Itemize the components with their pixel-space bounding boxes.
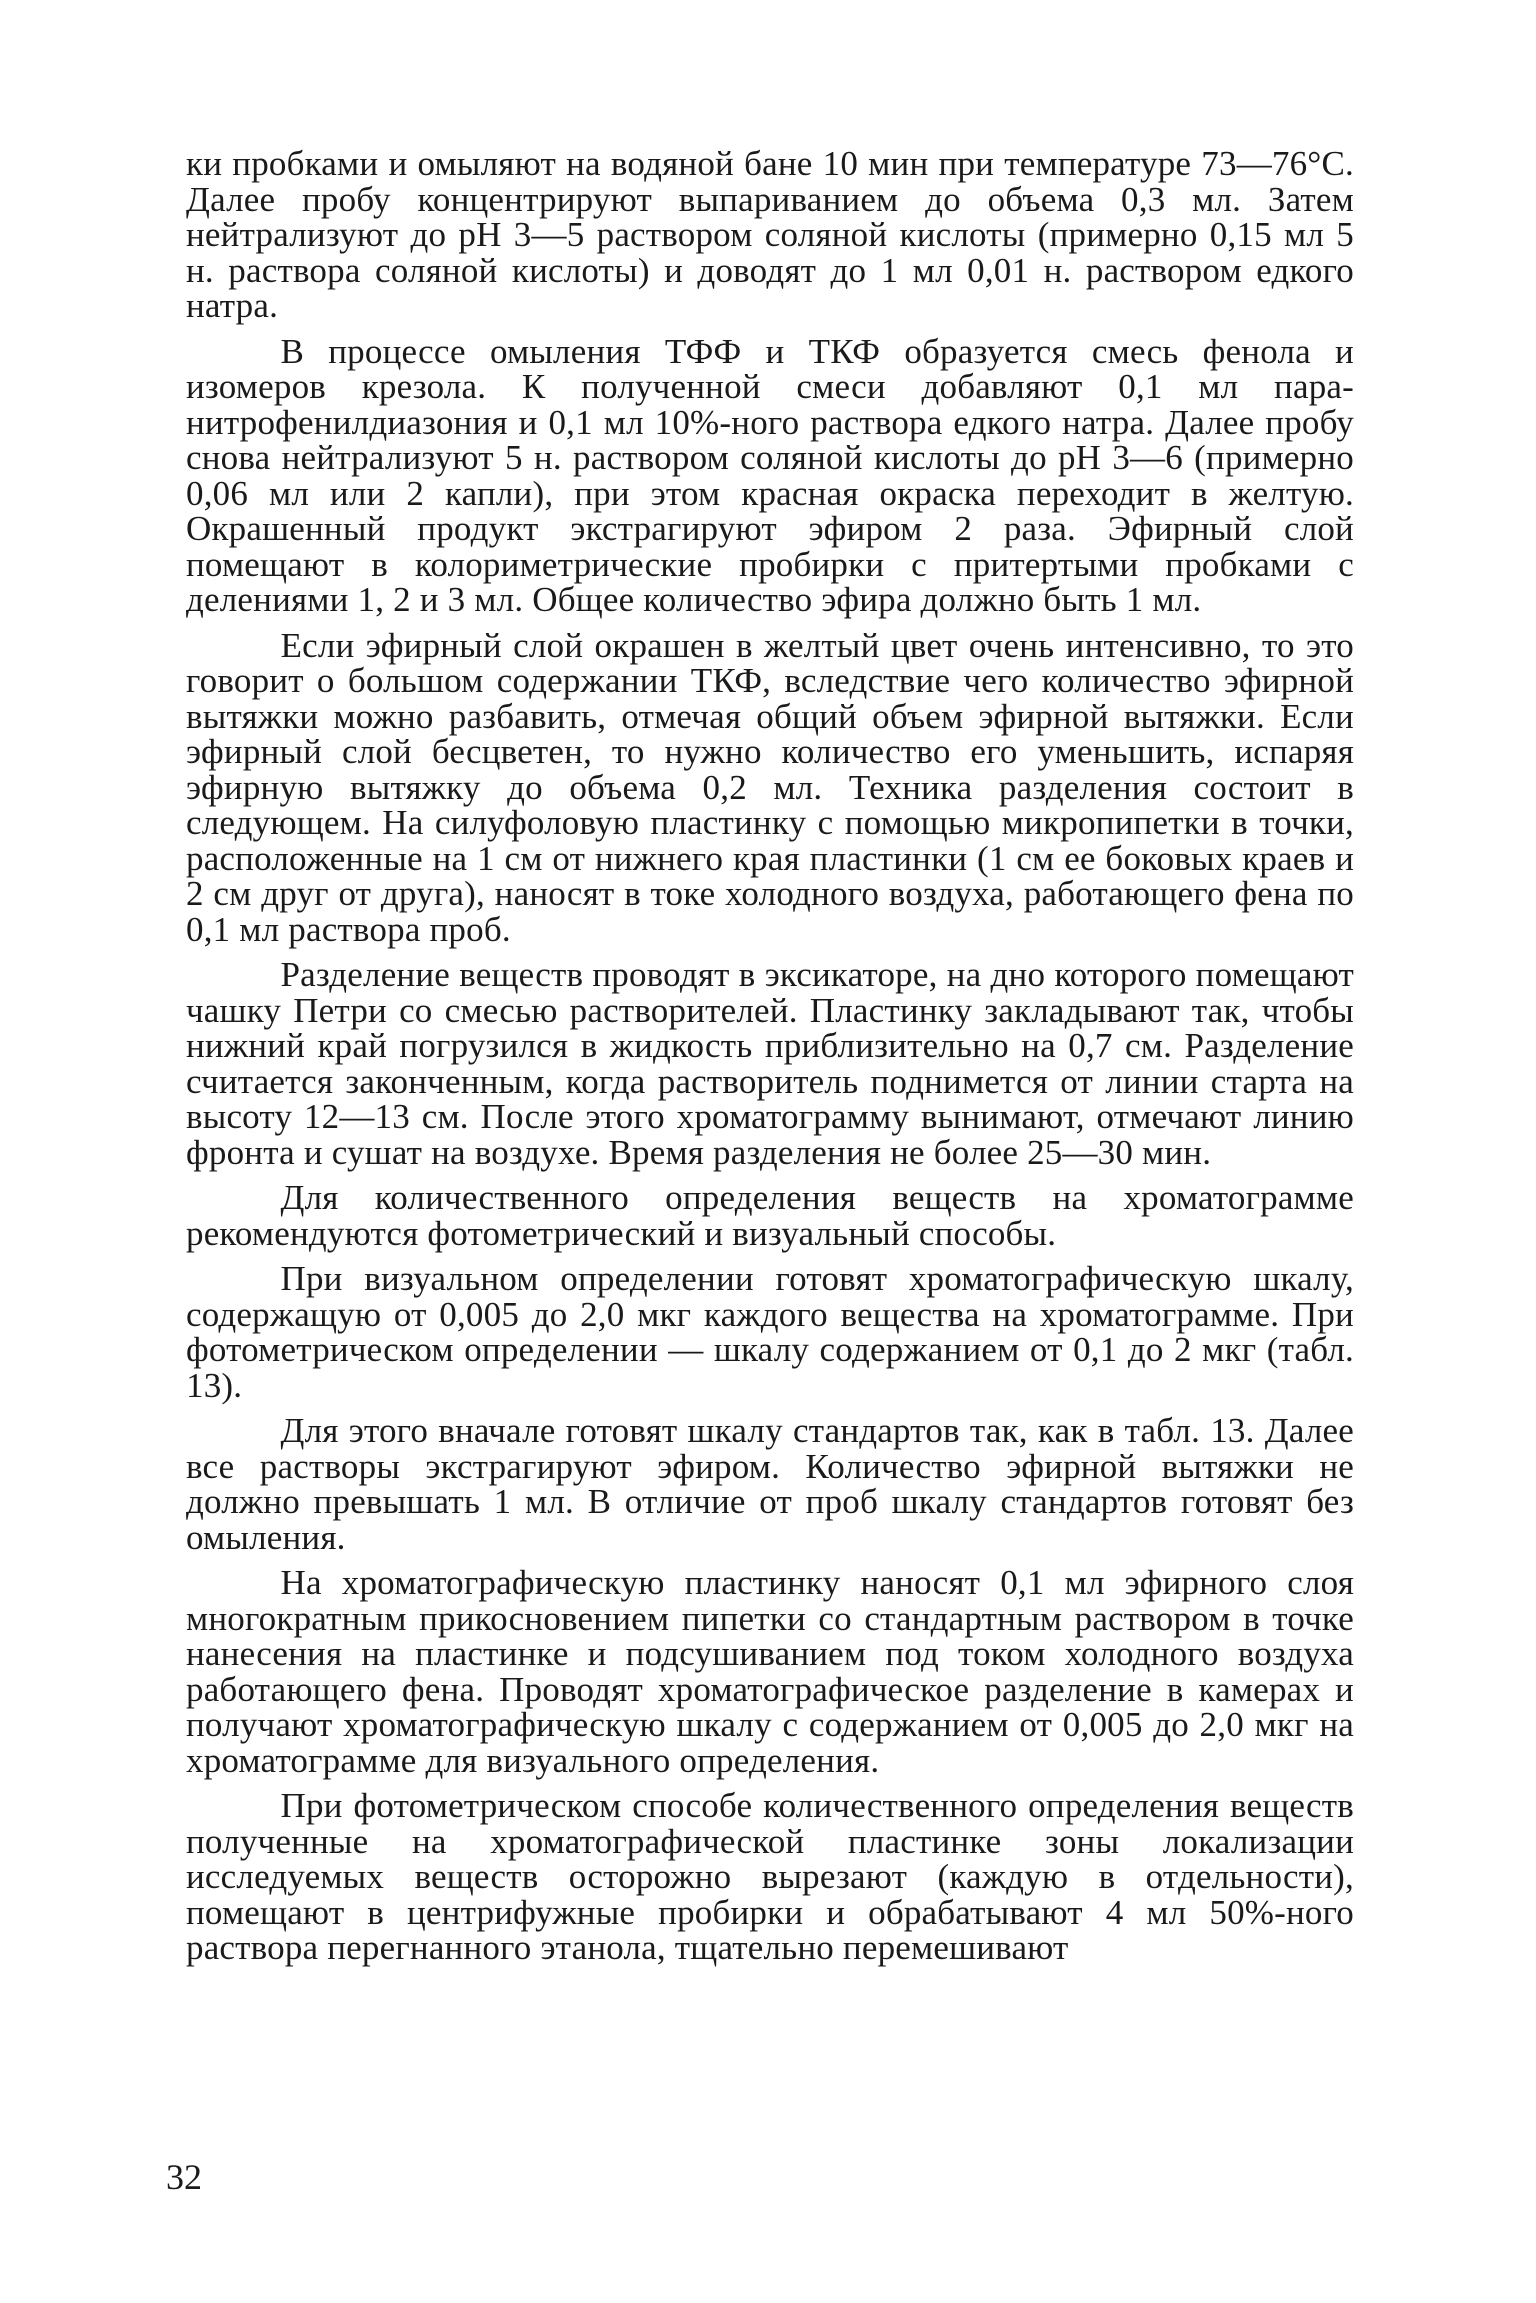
paragraph-separation: Разделение веществ проводят в эксикаторе, на дно которого помещают чашку Петри со смесью растворителей. Пластинку закладывают так, чтобы нижний край погрузился в жидкость приблизительно на 0,7 см. Разделение считается законченным, когда растворитель поднимется от линии старта на высоту 12—13 см. После этого хроматограмму вынимают, отмечают линию фронта и сушат на воздухе. Время разделения не более 25—30 мин. <box>186 955 1354 1172</box>
paragraph-plate-application: На хроматографическую пластинку наносят 0,1 мл эфирного слоя многократным прикосновением пипетки со стандартным раствором в точке нанесения на пластинке и подсушиванием под током холодного воздуха работающего фена. Проводят хроматографическое разделение в камерах и получают хроматографическую шкалу с содержанием от 0,005 до 2,0 мкг на хроматограмме для визуального определения. <box>186 1563 1354 1780</box>
page-body <box>186 146 1354 1976</box>
page-number: 32 <box>166 2157 202 2197</box>
paragraph-standards-scale: Для этого вначале готовят шкалу стандартов так, как в табл. 13. Далее все растворы экстрагируют эфиром. Количество эфирной вытяжки не должно превышать 1 мл. В отличие от проб шкалу стандартов готовят без омыления. <box>186 1411 1354 1557</box>
paragraph-photometric-method: При фотометрическом способе количественного определения веществ полученные на хроматографической пластинке зоны локализации исследуемых веществ осторожно вырезают (каждую в отдельности), помещают в центрифужные пробирки и обрабатывают 4 мл 50%-ного раствора перегнанного этанола, тщательно перемешивают <box>186 1786 1354 1967</box>
paragraph-quantitative-methods: Для количественного определения веществ на хроматограмме рекомендуются фотометрический и визуальный способы. <box>186 1178 1354 1253</box>
paragraph-ether-layer: Если эфирный слой окрашен в желтый цвет очень интенсивно, то это говорит о большом содержании ТКФ, вследствие чего количество эфирной вытяжки можно разбавить, отмечая общий объем эфирной вытяжки. Если эфирный слой бесцветен, то нужно количество его уменьшить, испаряя эфирную вытяжку до объема 0,2 мл. Техника разделения состоит в следующем. На силуфоловую пластинку с помощью микропипетки в точки, расположенные на 1 см от нижнего края пластинки (1 см ее боковых краев и 2 см друг от друга), наносят в токе холодного воздуха, работающего фена по 0,1 мл раствора проб. <box>186 625 1354 949</box>
paragraph-continuation: ки пробками и омыляют на водяной бане 10 мин при температуре 73—76°С. Далее пробу концентрируют выпариванием до объема 0,3 мл. Затем нейтрализуют до рН 3—5 раствором соляной кислоты (примерно 0,15 мл 5 н. раствора соляной кислоты) и доводят до 1 мл 0,01 н. раствором едкого натра. <box>186 144 1354 325</box>
paragraph-saponification: В процессе омыления ТФФ и ТКФ образуется смесь фенола и изомеров крезола. К полученной смеси добавляют 0,1 мл пара-нитрофенилдиазония и 0,1 мл 10%-ного раствора едкого натра. Далее пробу снова нейтрализуют 5 н. раствором соляной кислоты до рН 3—6 (примерно 0,06 мл или 2 капли), при этом красная окраска переходит в желтую. Окрашенный продукт экстрагируют эфиром 2 раза. Эфирный слой помещают в колориметрические пробирки с притертыми пробками с делениями 1, 2 и 3 мл. Общее количество эфира должно быть 1 мл. <box>186 331 1354 619</box>
paragraph-visual-scale: При визуальном определении готовят хроматографическую шкалу, содержащую от 0,005 до 2,0 мкг каждого вещества на хроматограмме. При фотометрическом определении — шкалу содержанием от 0,1 до 2 мкг (табл. 13). <box>186 1259 1354 1405</box>
